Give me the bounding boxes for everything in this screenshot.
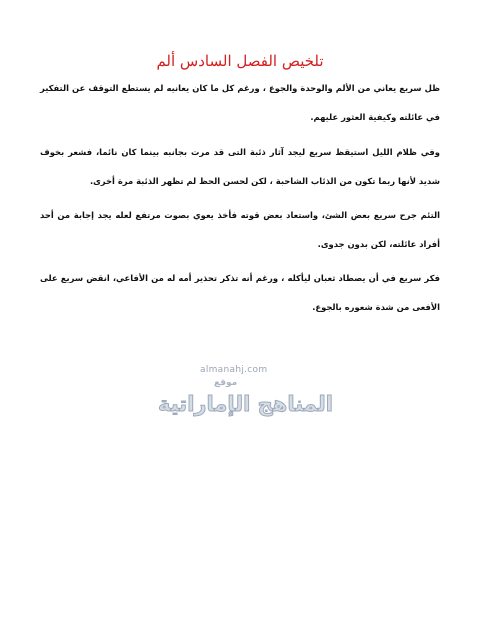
paragraph-3: التئم جرح سريع بعض الشئ، واستعاد بعض قوته فأخذ يعوي بصوت مرتفع لعله يجد إجابة من أحد أفراد عائلته، لكن بدون جدوى. (40, 210, 440, 249)
watermark-url: almanahj.com (200, 365, 268, 375)
watermark-site-word: موقع (214, 378, 238, 388)
watermark-name: المناهج الإماراتية (158, 392, 333, 416)
paragraph-2: وفي ظلام الليل استيقظ سريع ليجد آثار ذئبة التى قد مرت بجانبه بينما كان نائما، فشعر بخوف شديد لأنها ربما تكون من الذئاب الشاحبة ، لكن لحسن الحظ لم تظهر الذئبة مرة أخرى. (40, 147, 440, 186)
paragraph-4: فكر سريع في أن يصطاد ثعبان ليأكله ، ورغم أنه تذكر تحذير أمه له من الأفاعي، انقض سريع على الأفعى من شدة شعوره بالجوع. (40, 273, 440, 312)
watermark-logo (150, 362, 333, 424)
paragraph-1: ظل سريع يعاني من الألم والوحدة والجوع ، ورغم كل ما كان يعانيه لم يستطع التوقف عن التفكير في عائلته وكيفية العثور عليهم. (40, 83, 440, 122)
document-title: تلخيص الفصل السادس ألم (156, 52, 324, 70)
